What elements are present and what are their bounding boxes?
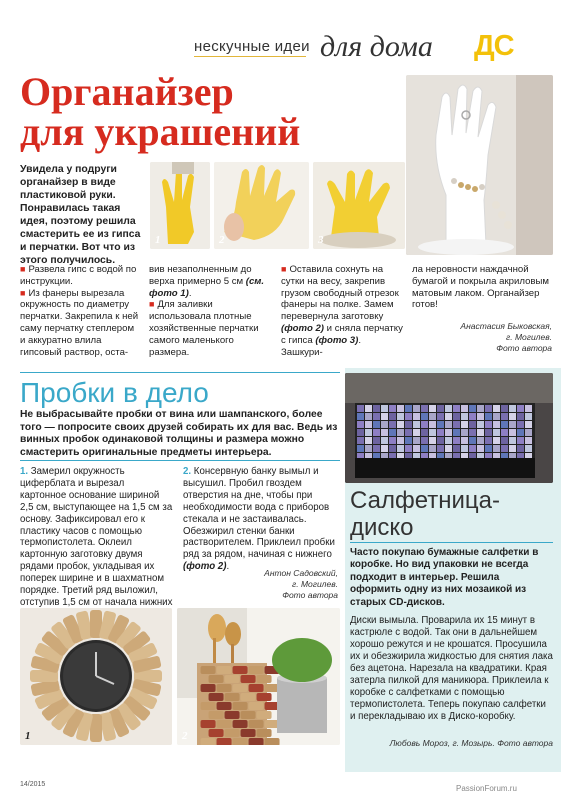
photo-number-3: 3 [318,234,324,246]
mosaic-tile [381,413,388,420]
cork-piece [209,729,224,737]
credit-city: г. Могилев. [506,332,552,342]
mosaic-tile [517,429,524,436]
mosaic-tile [381,405,388,412]
page-footer-issue: 14/2015 [20,781,46,788]
disco-box-photo [345,373,553,483]
mosaic-tile [461,429,468,436]
photo-number-1: 1 [155,234,161,246]
cork-piece [217,666,232,674]
mosaic-tile [373,445,380,452]
glove-illustration-3 [313,162,405,249]
cork-piece [257,711,272,719]
cork-jar-photo [177,608,340,745]
article3-title-rule [350,542,553,543]
section-title: для дома [320,30,433,63]
bullet-square-icon: ■ [281,264,287,274]
mosaic-tile [469,429,476,436]
article3-title [350,487,500,541]
watermark: PassionForum.ru [456,784,517,793]
mosaic-tile [501,405,508,412]
mosaic-tile [509,429,516,436]
mosaic-tile [429,445,436,452]
mosaic-tile [365,429,372,436]
cork-piece [225,711,240,719]
cork-piece [209,711,224,719]
mosaic-tile [421,429,428,436]
mosaic-tile [381,421,388,428]
article2-lead-rule [20,460,340,461]
mosaic-tile [493,421,500,428]
cork-piece [209,675,224,683]
cork-piece [241,693,256,701]
mosaic-tile [429,405,436,412]
mosaic-tile [493,405,500,412]
bullet-square-icon: ■ [20,287,26,298]
cork-piece [201,738,216,745]
cork-piece [225,693,240,701]
mosaic-tile [493,437,500,444]
mosaic-tile [397,445,404,452]
mosaic-tile [413,405,420,412]
mosaic-tile [493,429,500,436]
mosaic-tile [445,437,452,444]
mosaic-tile [397,421,404,428]
mosaic-tile [525,405,532,412]
cork-piece [241,729,256,737]
mosaic-tile [413,421,420,428]
mosaic-tile [381,429,388,436]
mosaic-tile [389,437,396,444]
mosaic-tile [469,405,476,412]
mosaic-tile [389,421,396,428]
glove-illustration-2 [214,162,309,249]
mosaic-tile [509,405,516,412]
mosaic-tile [525,413,532,420]
article1-title-line1: Органайзер [20,69,234,114]
mosaic-tile [373,437,380,444]
mosaic-tile [389,413,396,420]
mosaic-tile [509,445,516,452]
cork-piece [201,666,216,674]
article1-title [20,69,380,154]
mosaic-tile [477,429,484,436]
article3-body: Диски вымыла. Проварила их 15 минут в кастрюле с водой. Так они в дальнейшем хорошо режутся и не крошатся. Просушила их и обезжирила жидкостью для снятия лака без ацетона. Нарезала на квадратики. Края затерла пилкой для маникюра. Приклеила к коробке с салфетками с помощью термопистолета. Теперь покупаю салфетки и перекладываю их в Диско-коробку. [350,615,553,722]
mosaic-tile [405,429,412,436]
cork-piece [257,693,272,701]
cork-piece [257,675,272,683]
mosaic-tile [477,413,484,420]
mosaic-tile [501,429,508,436]
mosaic-tile [421,445,428,452]
mosaic-tile [421,421,428,428]
mosaic-tile [469,421,476,428]
mosaic-tile [365,405,372,412]
mosaic-tile [357,413,364,420]
magazine-logo: ДС [474,30,514,62]
mosaic-tile [501,437,508,444]
article1-col1 [20,264,141,358]
mosaic-tile [477,437,484,444]
mosaic-tile [517,405,524,412]
mosaic-tile [421,405,428,412]
cork-piece [217,738,232,745]
mosaic-tile [365,421,372,428]
mosaic-tile [405,437,412,444]
mosaic-tile [445,445,452,452]
mosaic-tile [397,413,404,420]
article1-credit [412,321,552,354]
cork-piece [225,729,240,737]
mosaic-tile [485,421,492,428]
cork-piece [201,702,216,710]
article1-intro: Увидела у подруги органайзер в виде пластиковой руки. Понравилась такая идея, поэтому решила смастерить ее из гипса и перчатки. Вот что из этого получилось. [20,164,141,266]
mosaic-tile [525,421,532,428]
mosaic-tile [373,429,380,436]
mosaic-tile [501,421,508,428]
mosaic-tile [461,445,468,452]
cork-clock-illustration [20,608,172,745]
mosaic-tile [381,445,388,452]
article1-col2 [149,264,274,358]
mosaic-tile [509,421,516,428]
article1-col3 [281,264,405,358]
mosaic-tile [525,445,532,452]
mosaic-tile [405,421,412,428]
mosaic-tile [437,413,444,420]
mosaic-tile [509,413,516,420]
mosaic-tile [357,421,364,428]
mosaic-tile [381,437,388,444]
glove-photo-3 [313,162,405,249]
article2-credit [183,568,338,601]
mosaic-tile [509,437,516,444]
mosaic-tile [405,445,412,452]
cork-piece [265,738,280,745]
mosaic-tile [421,437,428,444]
mosaic-tile [461,405,468,412]
mosaic-tile [461,421,468,428]
article3-title-line2: диско [350,514,414,541]
credit-name: Анастасия Быковская, [460,321,552,331]
mosaic-tile [469,445,476,452]
mosaic-tile [469,437,476,444]
mosaic-tile [389,405,396,412]
mosaic-tile [445,405,452,412]
mosaic-tile [445,421,452,428]
hand-illustration [406,75,553,255]
cork-piece [233,666,248,674]
mosaic-tile [485,445,492,452]
cork-piece [209,693,224,701]
mosaic-tile [405,405,412,412]
cork-piece [233,684,248,692]
cork-jar-illustration [177,608,340,745]
mosaic-tile [413,445,420,452]
mosaic-tile [445,413,452,420]
cork-piece [201,684,216,692]
cork-piece [249,702,264,710]
mosaic-tile [493,413,500,420]
article2-lead: Не выбрасывайте пробки от вина или шампанского, более того — попросите своих друзей собирать их для вас. Ведь из винных пробок одинаковой толщины и размера можно смастерить оригинальные предметы интерьера. [20,409,338,458]
rubric-label: нескучные идеи [194,38,310,55]
cork-piece [257,729,272,737]
step-item: ■ Оставила сохнуть на сутки на весу, закрепив грузом свободный отрезок фанеры на полке. Замем перевернула заготовку (фото 2) и сняла перчатку с гипса (фото 3). Зашкури- [281,264,403,358]
article2-title: Пробки в дело [20,377,209,408]
article1-title-line2: для украшений [20,109,301,154]
mosaic-tile [373,405,380,412]
credit-name: Антон Садовский, [264,568,338,578]
mosaic-tile [525,429,532,436]
photo-number-1: 1 [25,730,31,742]
disco-box-illustration [345,373,553,483]
mosaic-tile [437,405,444,412]
glove-photo-1 [150,162,210,249]
mosaic-tile [477,405,484,412]
mosaic-tile [397,405,404,412]
step-item: ■ Из фанеры вырезала окружность по диаметру перчатки. Закрепила к ней саму перчатку степлером и аккуратно влила гипсовый раствор, оста- [20,287,139,358]
mosaic-tile [477,445,484,452]
mosaic-tile [461,437,468,444]
bullet-square-icon: ■ [20,264,26,274]
step-item: вив незаполненным до верха примерно 5 см (см. фото 1). [149,264,265,299]
mosaic-tile [437,445,444,452]
mosaic-tile [413,429,420,436]
article3-credit: Любовь Мороз, г. Мозырь. Фото автора [389,738,553,748]
article3-lead: Часто покупаю бумажные салфетки в коробке. Но вид упаковки не всегда подходит в интерьер. Решила оформить одну из них мозаикой из старых CD-дисков. [350,547,539,608]
mosaic-tile [365,445,372,452]
mosaic-tile [453,429,460,436]
step-item: ■ Развела гипс с водой по инструкции. [20,264,137,287]
mosaic-tile [453,405,460,412]
mosaic-tile [453,421,460,428]
bullet-square-icon: ■ [149,299,155,310]
mosaic-tile [453,413,460,420]
mosaic-tile [437,421,444,428]
mosaic-tile [357,437,364,444]
article2-step1: 1. Замерил окружность циферблата и вырезал картонное основание шириной 2,5 см, выступающее на 1,5 см за основу. Зафиксировал его к пластику часов с помощью термопистолета. Оклеил картонную заготовку двумя рядами пробок, укладывая их поперек ширине и в шахматном порядке. Третий ряд выложил, отступив 1,5 см от начала нижних [20,466,173,608]
mosaic-tile [517,437,524,444]
step-item: ■ Для заливки использовала плотные хозяйственные перчатки самого маленького размера. [149,299,259,358]
cork-piece [233,738,248,745]
mosaic-tile [469,413,476,420]
hand-organizer-photo [406,75,553,255]
article2-top-rule [20,372,340,373]
mosaic-tile [357,429,364,436]
mosaic-tile [365,437,372,444]
step-item: ла неровности наждачной бумагой и покрыла акриловым матовым лаком. Органайзер готов! [412,264,549,311]
credit-photo: Фото автора [496,343,552,353]
article3-title-line1: Салфетница- [350,487,500,514]
mosaic-tile [517,445,524,452]
mosaic-tile [413,437,420,444]
mosaic-tile [485,429,492,436]
mosaic-tile [437,437,444,444]
mosaic-tile [437,429,444,436]
mosaic-tile [445,429,452,436]
mosaic-tile [389,429,396,436]
mosaic-tile [357,405,364,412]
cork-piece [217,702,232,710]
photo-number-2: 2 [182,730,188,742]
cork-piece [249,684,264,692]
mosaic-tile [389,445,396,452]
mosaic-tile [397,429,404,436]
mosaic-tile [501,445,508,452]
glove-photo-2 [214,162,309,249]
mosaic-tile [453,437,460,444]
rubric-underline [194,56,306,57]
mosaic-tile [525,437,532,444]
mosaic-tile [405,413,412,420]
article1-col4 [412,264,552,311]
mosaic-tile [413,413,420,420]
mosaic-tile [461,413,468,420]
mosaic-tile [397,437,404,444]
mosaic-tile [429,421,436,428]
mosaic-tile [357,445,364,452]
cork-clock-photo [20,608,172,745]
mosaic-tile [485,413,492,420]
cork-piece [217,720,232,728]
mosaic-tile [453,445,460,452]
mosaic-tile [373,421,380,428]
mosaic-tile [493,445,500,452]
article2-step2: 2. Консервную банку вымыл и высушил. Пробил гвоздем отверстия на дне, чтобы при необходимости вода с приборов стекала и не застаивалась. Обезжирил стенки банки растворителем. Приклеил пробки ряд за рядом, начиная с нижнего (фото 2). [183,466,335,573]
mosaic-tile [477,421,484,428]
mosaic-tile [517,413,524,420]
step-number: 1. [20,466,29,477]
cork-piece [201,720,216,728]
mosaic-tile [429,429,436,436]
cork-piece [241,675,256,683]
cork-piece [233,702,248,710]
mosaic-tile [429,437,436,444]
mosaic-tile [421,413,428,420]
mosaic-tile [501,413,508,420]
mosaic-tile [429,413,436,420]
cork-piece [225,675,240,683]
cork-piece [241,711,256,719]
cork-piece [249,666,264,674]
mosaic-tile [485,405,492,412]
cork-piece [217,684,232,692]
cork-piece [233,720,248,728]
cork-piece [249,720,264,728]
credit-photo: Фото автора [282,590,338,600]
cork-piece [249,738,264,745]
credit-city: г. Могилев. [292,579,338,589]
mosaic-tile [373,413,380,420]
step-number: 2. [183,466,192,477]
mosaic-tile [365,413,372,420]
photo-number-2: 2 [219,234,225,246]
mosaic-tile [517,421,524,428]
mosaic-tile [485,437,492,444]
